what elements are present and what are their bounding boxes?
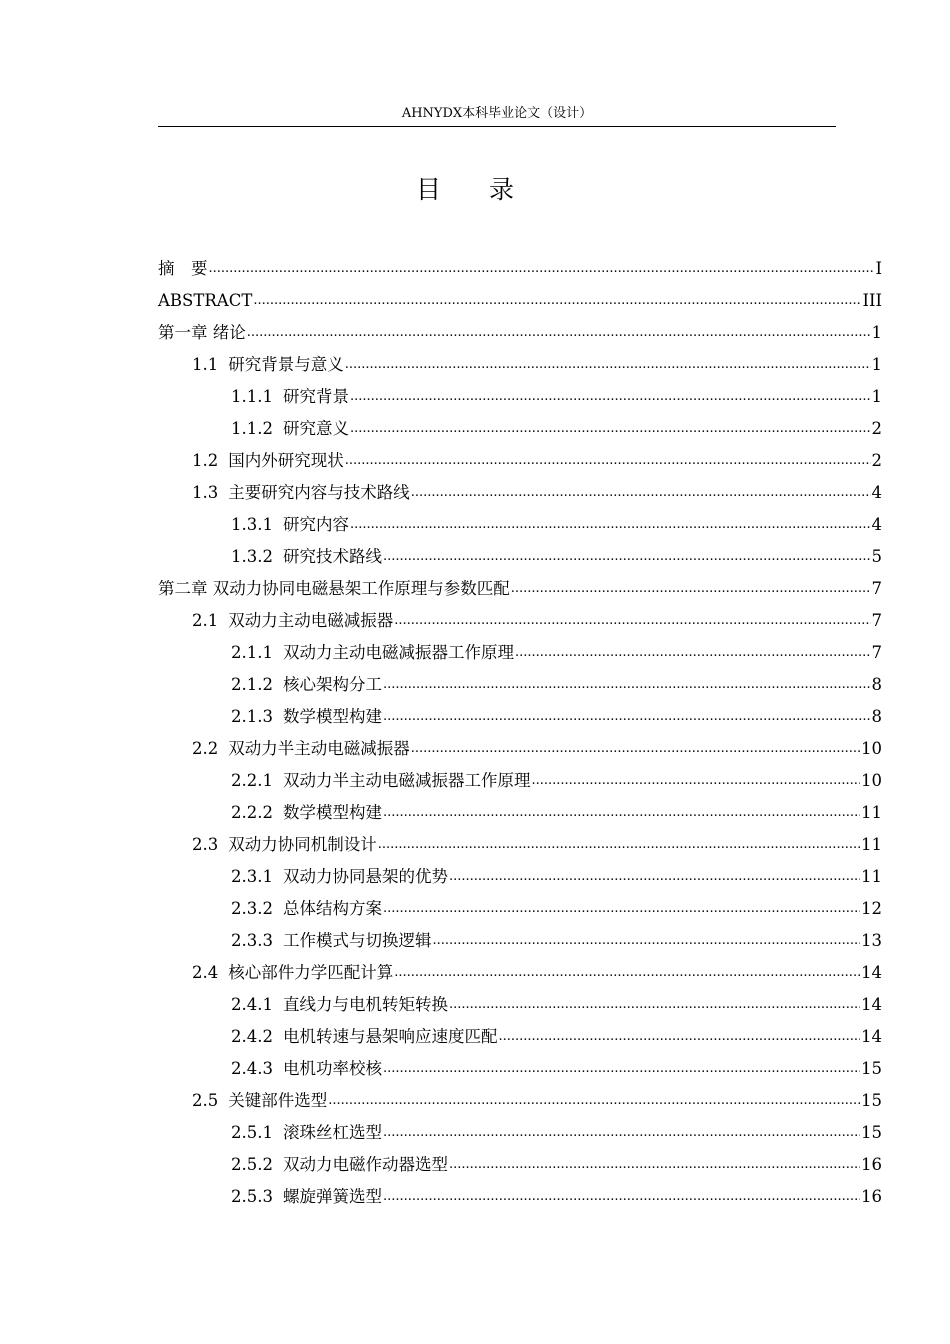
dot-leader	[531, 771, 860, 791]
toc-entry-page: III	[862, 291, 882, 310]
toc-entry-page: 11	[861, 867, 882, 886]
toc-entry-label	[231, 1027, 497, 1047]
toc-entry-label	[231, 643, 514, 663]
toc-entry-text: 滚珠丝杠选型	[282, 1123, 382, 1142]
toc-entry-number: 1.1.2	[231, 419, 273, 438]
toc-entry[interactable]	[158, 1047, 882, 1079]
toc-entry-number: 2.3.1	[231, 867, 273, 886]
toc-entry-number: 2.5.1	[231, 1123, 273, 1142]
toc-entry-label	[231, 547, 382, 567]
toc-entry[interactable]	[158, 1175, 882, 1207]
toc-entry-label	[192, 963, 393, 983]
toc-entry-label	[192, 739, 410, 759]
toc-entry-number: 2.5.2	[231, 1155, 273, 1174]
dot-leader	[449, 867, 860, 887]
toc-entry[interactable]	[158, 599, 882, 631]
toc-entry-text: 螺旋弹簧选型	[282, 1187, 382, 1206]
dot-leader	[350, 515, 871, 535]
toc-entry-number: 2.3	[192, 835, 219, 854]
toc-entry-text: 主要研究内容与技术路线	[228, 483, 410, 502]
toc-entry[interactable]	[158, 631, 882, 663]
dot-leader	[345, 451, 871, 471]
dot-leader	[328, 1091, 860, 1111]
toc-entry[interactable]	[158, 727, 882, 759]
toc-entry-text: 关键部件选型	[228, 1091, 328, 1110]
toc-title: 目 录	[416, 175, 534, 204]
toc-entry-page: 14	[861, 963, 882, 982]
dot-leader	[432, 931, 860, 951]
dot-leader	[383, 1187, 860, 1207]
toc-entry-number: 2.3.3	[231, 931, 273, 950]
dot-leader	[350, 419, 871, 439]
toc-entry-page: 16	[861, 1187, 882, 1206]
toc-entry-label	[231, 867, 448, 887]
toc-entry-label	[231, 419, 349, 439]
dot-leader	[498, 1027, 860, 1047]
toc-entry[interactable]	[158, 695, 882, 727]
toc-entry[interactable]	[158, 887, 882, 919]
toc-entry[interactable]	[158, 311, 882, 343]
dot-leader	[515, 643, 871, 663]
toc-entry-number: 2.3.2	[231, 899, 273, 918]
toc-entry-text: 双动力电磁作动器选型	[282, 1155, 448, 1174]
toc-entry-text: 数学模型构建	[282, 803, 382, 822]
toc-entry-page: 8	[871, 707, 882, 726]
toc-entry-number: 2.4.2	[231, 1027, 273, 1046]
toc-entry-page: 8	[871, 675, 882, 694]
toc-entry-label	[192, 451, 344, 471]
toc-entry-label	[231, 803, 382, 823]
toc-entry[interactable]	[158, 1079, 882, 1111]
toc-entry-number: 2.1.2	[231, 675, 273, 694]
toc-entry-number: 1.2	[192, 451, 219, 470]
toc-entry-label	[231, 899, 382, 919]
toc-entry[interactable]	[158, 663, 882, 695]
toc-entry-text: 核心架构分工	[282, 675, 382, 694]
toc-entry-number: 2.1	[192, 611, 219, 630]
toc-entry-page: 10	[861, 771, 882, 790]
toc-entry-page: 11	[861, 803, 882, 822]
toc-entry[interactable]	[158, 919, 882, 951]
toc-entry[interactable]	[158, 791, 882, 823]
dot-leader	[345, 355, 871, 375]
toc-entry-page: 1	[871, 355, 882, 374]
toc-entry-text: 核心部件力学匹配计算	[228, 963, 394, 982]
toc-entry-text: 电机转速与悬架响应速度匹配	[282, 1027, 498, 1046]
toc-entry-number: 1.3.1	[231, 515, 273, 534]
toc-entry[interactable]	[158, 1143, 882, 1175]
toc-entry-page: 15	[861, 1091, 882, 1110]
toc-entry-text: 摘 要	[158, 259, 208, 278]
toc-entry-page: 10	[861, 739, 882, 758]
toc-entry-text: 双动力协同悬架的优势	[282, 867, 448, 886]
toc-entry-label	[158, 291, 252, 311]
toc-entry-number: 2.2	[192, 739, 219, 758]
toc-entry-number: 2.4	[192, 963, 219, 982]
toc-entry[interactable]	[158, 439, 882, 471]
toc-entry[interactable]	[158, 951, 882, 983]
toc-entry-number: 2.1.3	[231, 707, 273, 726]
page-header: AHNYDX本科毕业论文（设计）	[158, 104, 836, 127]
toc-entry-page: 2	[871, 419, 882, 438]
toc-entry-text: 双动力主动电磁减振器	[228, 611, 394, 630]
dot-leader	[378, 835, 860, 855]
toc-entry[interactable]	[158, 407, 882, 439]
toc-entry-label	[158, 323, 246, 343]
toc-entry-number: 2.5	[192, 1091, 219, 1110]
toc-entry-page: 5	[871, 547, 882, 566]
toc-entry-label	[231, 1155, 448, 1175]
dot-leader	[449, 995, 860, 1015]
toc-entry-page: 14	[861, 1027, 882, 1046]
toc-entry-label	[192, 1091, 327, 1111]
toc-entry-text: 数学模型构建	[282, 707, 382, 726]
toc-entry-label	[192, 835, 377, 855]
dot-leader	[411, 739, 860, 759]
toc-entry[interactable]	[158, 471, 882, 503]
toc-entry-label	[231, 515, 349, 535]
toc-entry-label	[192, 611, 393, 631]
toc-entry-label	[231, 387, 349, 407]
toc-entry-page: 7	[871, 611, 882, 630]
toc-entry-page: 14	[861, 995, 882, 1014]
dot-leader	[394, 963, 860, 983]
toc-entry-page: 13	[861, 931, 882, 950]
toc-entry-page: 16	[861, 1155, 882, 1174]
toc-entry-text: 研究背景与意义	[228, 355, 344, 374]
toc-entry[interactable]	[158, 535, 882, 567]
toc-entry-label	[158, 259, 208, 279]
toc-entry-text: 第一章 绪论	[158, 323, 246, 342]
toc-entry[interactable]	[158, 375, 882, 407]
toc-entry-number: 1.1.1	[231, 387, 273, 406]
toc-entry-label	[192, 483, 410, 503]
toc-entry-number: 1.3.2	[231, 547, 273, 566]
toc-entry[interactable]	[158, 759, 882, 791]
toc-entry-label	[231, 675, 382, 695]
dot-leader	[209, 259, 875, 279]
dot-leader	[383, 899, 860, 919]
toc-entry[interactable]	[158, 1015, 882, 1047]
toc-entry-text: 研究意义	[282, 419, 349, 438]
toc-entry-label	[231, 707, 382, 727]
toc-entry-number: 2.4.3	[231, 1059, 273, 1078]
toc-entry-text: 研究内容	[282, 515, 349, 534]
toc-entry-label	[231, 931, 431, 951]
toc-entry-label	[192, 355, 344, 375]
toc-entry-page: 15	[861, 1059, 882, 1078]
toc-entry-text: 研究背景	[282, 387, 349, 406]
dot-leader	[383, 547, 871, 567]
toc-entry-number: 2.2.1	[231, 771, 273, 790]
toc-entry-page: I	[875, 259, 882, 278]
toc-entry-text: ABSTRACT	[158, 291, 253, 310]
toc-entry-text: 双动力主动电磁减振器工作原理	[282, 643, 514, 662]
toc-entry-number: 2.2.2	[231, 803, 273, 822]
toc-entry-text: 双动力半主动电磁减振器	[228, 739, 410, 758]
toc-entry[interactable]	[158, 247, 882, 279]
toc-entry[interactable]	[158, 567, 882, 599]
toc-entry-label	[231, 1187, 382, 1207]
toc-entry-number: 2.1.1	[231, 643, 273, 662]
toc-entry-text: 研究技术路线	[282, 547, 382, 566]
toc-entry[interactable]	[158, 855, 882, 887]
toc-entry[interactable]	[158, 343, 882, 375]
table-of-contents	[158, 247, 882, 1207]
toc-entry-page: 15	[861, 1123, 882, 1142]
toc-entry-label	[231, 995, 448, 1015]
dot-leader	[394, 611, 870, 631]
toc-entry-text: 工作模式与切换逻辑	[282, 931, 432, 950]
toc-entry[interactable]	[158, 983, 882, 1015]
toc-entry-number: 1.3	[192, 483, 219, 502]
dot-leader	[449, 1155, 860, 1175]
toc-entry-page: 11	[861, 835, 882, 854]
toc-entry-text: 国内外研究现状	[228, 451, 344, 470]
toc-entry[interactable]	[158, 823, 882, 855]
toc-entry-page: 7	[871, 643, 882, 662]
toc-entry-text: 电机功率校核	[282, 1059, 382, 1078]
toc-entry-page: 4	[871, 483, 882, 502]
dot-leader	[253, 291, 861, 311]
toc-entry-page: 1	[871, 323, 882, 342]
toc-entry-text: 双动力协同机制设计	[228, 835, 377, 854]
dot-leader	[383, 803, 860, 823]
dot-leader	[383, 675, 871, 695]
dot-leader	[350, 387, 871, 407]
toc-entry-label	[158, 579, 510, 599]
dot-leader	[383, 1123, 860, 1143]
toc-entry[interactable]	[158, 279, 882, 311]
dot-leader	[383, 707, 871, 727]
toc-entry[interactable]	[158, 1111, 882, 1143]
toc-entry-number: 1.1	[192, 355, 219, 374]
toc-entry-label	[231, 1123, 382, 1143]
toc-entry-page: 2	[871, 451, 882, 470]
toc-entry-text: 直线力与电机转矩转换	[282, 995, 448, 1014]
toc-entry-label	[231, 771, 530, 791]
toc-entry-label	[231, 1059, 382, 1079]
toc-entry-text: 双动力半主动电磁减振器工作原理	[282, 771, 531, 790]
toc-entry-text: 第二章 双动力协同电磁悬架工作原理与参数匹配	[158, 579, 510, 598]
dot-leader	[511, 579, 871, 599]
toc-entry-page: 1	[871, 387, 882, 406]
toc-entry-number: 2.5.3	[231, 1187, 273, 1206]
dot-leader	[247, 323, 871, 343]
toc-entry[interactable]	[158, 503, 882, 535]
dot-leader	[411, 483, 871, 503]
toc-entry-page: 7	[871, 579, 882, 598]
dot-leader	[383, 1059, 860, 1079]
toc-entry-text: 总体结构方案	[282, 899, 382, 918]
toc-entry-page: 12	[861, 899, 882, 918]
toc-entry-number: 2.4.1	[231, 995, 273, 1014]
toc-entry-page: 4	[871, 515, 882, 534]
